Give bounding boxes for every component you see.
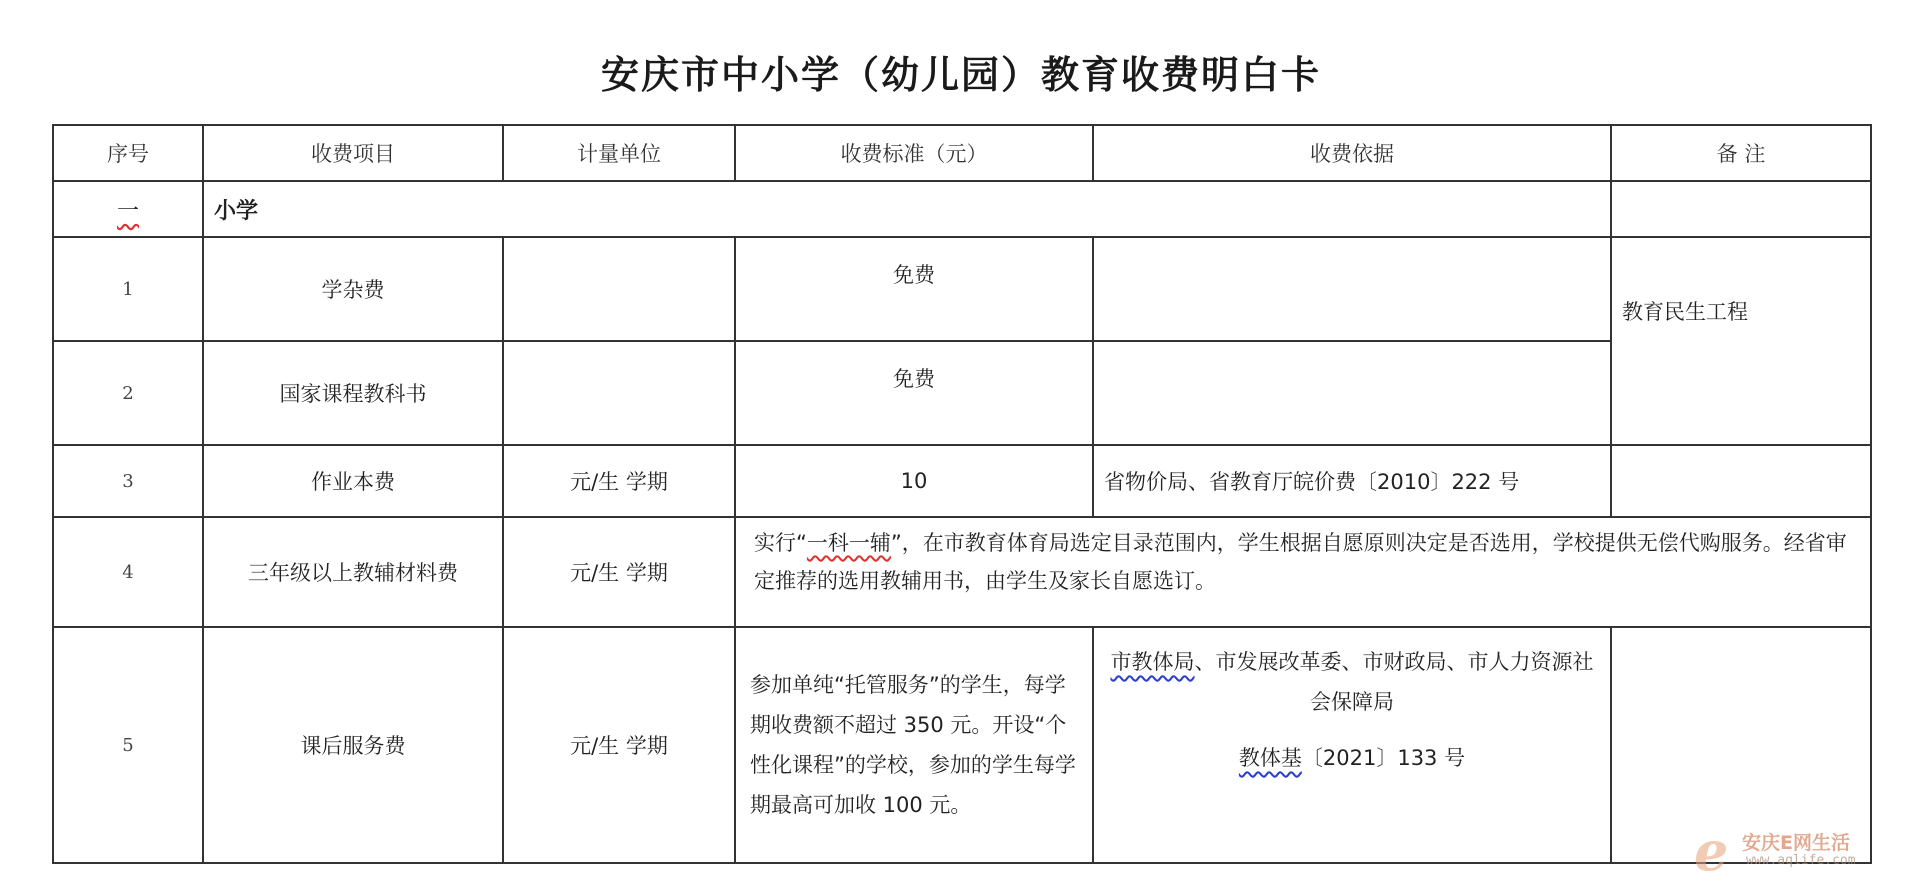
merged-text-pre: 实行“ <box>754 531 807 555</box>
page-title: 安庆市中小学（幼儿园）教育收费明白卡 <box>600 52 1321 97</box>
table-row <box>53 445 1871 517</box>
row-seq: 2 <box>53 341 203 445</box>
merged-text-post: ”，在市教育体育局选定目录范围内，学生根据自愿原则决定是否选用，学校提供无偿代购服务。经省审定推荐的选用教辅用书，由学生及家长自愿选订。 <box>754 531 1847 593</box>
header-row <box>53 125 1871 181</box>
basis-orgs <box>1104 642 1600 722</box>
table-row <box>53 517 1871 627</box>
basis-doc-highlight: 教体基 <box>1238 746 1302 770</box>
table-row <box>53 627 1871 863</box>
row-unit <box>503 237 735 341</box>
section-note-cell <box>1611 181 1871 237</box>
basis-org-rest: 、市发展改革委、市财政局、市人力资源社会保障局 <box>1194 650 1594 714</box>
fee-table <box>52 124 1872 864</box>
row-basis <box>1093 341 1611 445</box>
section-label-cell <box>203 181 1611 237</box>
header-item: 收费项目 <box>203 125 503 181</box>
table-row <box>53 341 1871 445</box>
watermark-logo-icon: e <box>1694 819 1729 883</box>
row-item: 作业本费 <box>203 445 503 517</box>
row-standard: 免费 <box>735 341 1093 445</box>
row-seq: 3 <box>53 445 203 517</box>
watermark-url: www.aqlife.com <box>1746 853 1856 868</box>
row-unit: 元/生 学期 <box>503 517 735 627</box>
row-unit: 元/生 学期 <box>503 445 735 517</box>
row-item: 学杂费 <box>203 237 503 341</box>
section-seq: 一 <box>116 198 139 224</box>
section-seq-cell <box>53 181 203 237</box>
note-merged-cell <box>1611 237 1871 445</box>
row-seq: 1 <box>53 237 203 341</box>
row-unit <box>503 341 735 445</box>
row-item: 三年级以上教辅材料费 <box>203 517 503 627</box>
note-merged: 教育民生工程 <box>1622 300 1748 324</box>
header-basis: 收费依据 <box>1093 125 1611 181</box>
header-seq: 序号 <box>53 125 203 181</box>
basis-doc-rest: 〔2021〕133 号 <box>1301 746 1466 770</box>
row-item: 课后服务费 <box>203 627 503 863</box>
section-row <box>53 181 1871 237</box>
merged-text-highlight: 一科一辅 <box>806 531 891 555</box>
watermark-name: 安庆E网生活 <box>1742 832 1850 854</box>
row-basis <box>1093 237 1611 341</box>
table-row <box>53 237 1871 341</box>
basis-org-highlight: 市教体局 <box>1110 650 1195 674</box>
header-standard: 收费标准（元） <box>735 125 1093 181</box>
header-unit: 计量单位 <box>503 125 735 181</box>
basis-doc <box>1104 738 1600 778</box>
watermark <box>1694 819 1914 883</box>
row-seq: 5 <box>53 627 203 863</box>
row-standard: 参加单纯“托管服务”的学生，每学期收费额不超过 350 元。开设“个性化课程”的学校，参加的学生每学期最高可加收 100 元。 <box>735 627 1093 863</box>
row-basis: 省物价局、省教育厅皖价费〔2010〕222 号 <box>1093 445 1611 517</box>
row-basis <box>1093 627 1611 863</box>
row-unit: 元/生 学期 <box>503 627 735 863</box>
section-label: 小学 <box>214 198 259 224</box>
header-note: 备 注 <box>1611 125 1871 181</box>
row-item: 国家课程教科书 <box>203 341 503 445</box>
row-standard: 10 <box>735 445 1093 517</box>
row-merged-text <box>735 517 1871 627</box>
row-standard: 免费 <box>735 237 1093 341</box>
row-seq: 4 <box>53 517 203 627</box>
row-note <box>1611 445 1871 517</box>
